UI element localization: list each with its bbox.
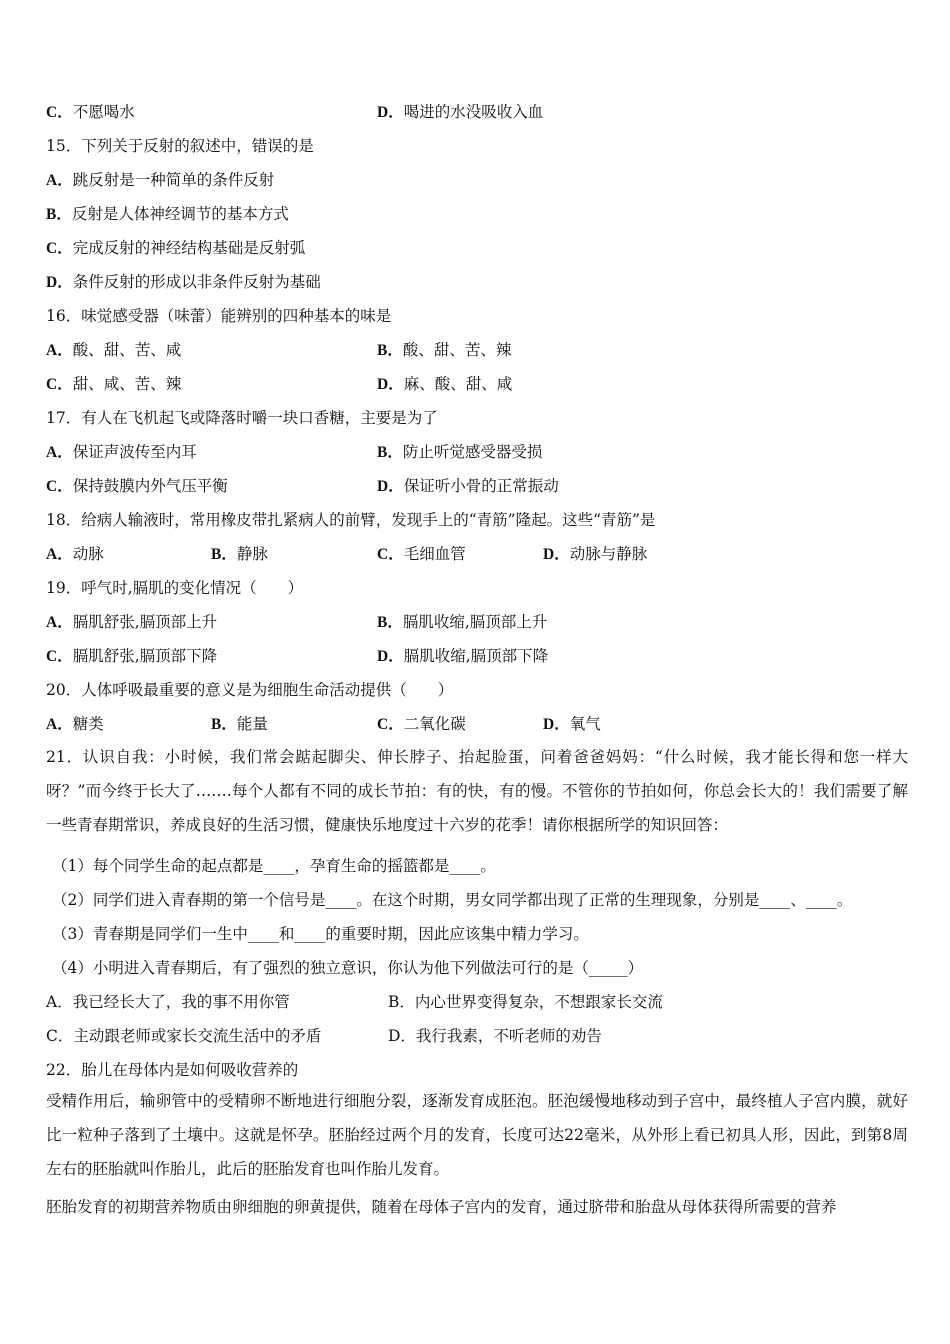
- q18-option-a: A．动脉: [46, 545, 104, 563]
- q20-option-d: D．氧气: [543, 715, 601, 733]
- q17-option-c: C．保持鼓膜内外气压平衡: [46, 477, 228, 495]
- q16-option-c: C．甜、咸、苦、辣: [46, 375, 182, 393]
- q21-option-a: A．我已经长大了，我的事不用你管: [46, 993, 290, 1011]
- q16-option-a: A．酸、甜、苦、咸: [46, 341, 182, 359]
- q14-option-c: C．不愿喝水: [46, 103, 135, 121]
- q15-option-d: D．条件反射的形成以非条件反射为基础: [46, 273, 321, 291]
- q20-option-b: B．能量: [211, 715, 268, 733]
- q18-option-c: C．毛细血管: [377, 545, 466, 563]
- q19-option-c: C．膈肌舒张,膈顶部下降: [46, 647, 218, 665]
- q18-stem: 18．给病人输液时，常用橡皮带扎紧病人的前臂，发现手上的“青筋”隆起。这些“青筋”是: [46, 511, 656, 529]
- q17-option-a: A．保证声波传至内耳: [46, 443, 197, 461]
- q22-paragraph-1: 受精作用后，输卵管中的受精卵不断地进行细胞分裂，逐渐发育成胚泡。胚泡缓慢地移动到子宫中，最终植人子宫内膜，就好比一粒种子落到了土壤中。这就是怀孕。胚胎经过两个月的发育，长度可达22毫米，从外形上看已初具人形，因此，到第8周左右的胚胎就叫作胎儿，此后的胚胎发育也叫作胎儿发育。: [46, 1092, 908, 1178]
- q22-stem: 22．胎儿在母体内是如何吸收营养的: [46, 1061, 299, 1079]
- q15-stem: 15．下列关于反射的叙述中，错误的是: [46, 137, 314, 155]
- q17-option-b: B．防止听觉感受器受损: [377, 443, 543, 461]
- q19-option-a: A．膈肌舒张,膈顶部上升: [46, 613, 218, 631]
- q21-stem: 21．认识自我：小时候，我们常会踮起脚尖、伸长脖子、抬起脸蛋，问着爸爸妈妈：“什么时候，我才能长得和您一样大呀？”而今终于长大了…….每个人都有不同的成长节拍：有的快，有的慢。不管你的节拍如何，你总会长大的！我们需要了解一些青春期常识，养成良好的生活习惯，健康快乐地度过十六岁的花季！请你根据所学的知识回答：: [46, 748, 908, 834]
- q20-option-a: A．糖类: [46, 715, 104, 733]
- q21-sub1: （1）每个同学生命的起点都是____，孕育生命的摇篮都是____。: [52, 857, 496, 875]
- q15-option-c: C．完成反射的神经结构基础是反射弧: [46, 239, 306, 257]
- q19-option-b: B．膈肌收缩,膈顶部上升: [377, 613, 548, 631]
- q20-option-c: C．二氧化碳: [377, 715, 466, 733]
- q16-option-d: D．麻、酸、甜、咸: [377, 375, 513, 393]
- q18-option-b: B．静脉: [211, 545, 268, 563]
- q22-paragraph-2: 胚胎发育的初期营养物质由卵细胞的卵黄提供，随着在母体子宫内的发育，通过脐带和胎盘从母体获得所需要的营养: [46, 1198, 837, 1216]
- q21-option-d: D．我行我素，不听老师的劝告: [388, 1027, 602, 1045]
- q21-option-c: C．主动跟老师或家长交流生活中的矛盾: [46, 1027, 322, 1045]
- q18-option-d: D．动脉与静脉: [543, 545, 648, 563]
- q19-stem: 19．呼气时,膈肌的变化情况（ ）: [46, 579, 304, 597]
- q16-option-b: B．酸、甜、苦、辣: [377, 341, 512, 359]
- q15-option-a: A．跳反射是一种简单的条件反射: [46, 171, 275, 189]
- q21-sub4: （4）小明进入青春期后，有了强烈的独立意识，你认为他下列做法可行的是（_____）: [52, 959, 644, 977]
- q19-option-d: D．膈肌收缩,膈顶部下降: [377, 647, 549, 665]
- q21-sub2: （2）同学们进入青春期的第一个信号是____。在这个时期，男女同学都出现了正常的生理现象，分别是____、____。: [52, 891, 853, 909]
- q21-sub3: （3）青春期是同学们一生中____和____的重要时期，因此应该集中精力学习。: [52, 925, 589, 943]
- q16-stem: 16．味觉感受器（味蕾）能辨别的四种基本的味是: [46, 307, 392, 325]
- q17-stem: 17．有人在飞机起飞或降落时嚼一块口香糖，主要是为了: [46, 409, 438, 427]
- q17-option-d: D．保证听小骨的正常振动: [377, 477, 559, 495]
- q21-option-b: B．内心世界变得复杂，不想跟家长交流: [388, 993, 663, 1011]
- q14-option-d: D．喝进的水没吸收入血: [377, 103, 544, 121]
- q15-option-b: B．反射是人体神经调节的基本方式: [46, 205, 289, 223]
- q20-stem: 20．人体呼吸最重要的意义是为细胞生命活动提供（ ）: [46, 681, 454, 699]
